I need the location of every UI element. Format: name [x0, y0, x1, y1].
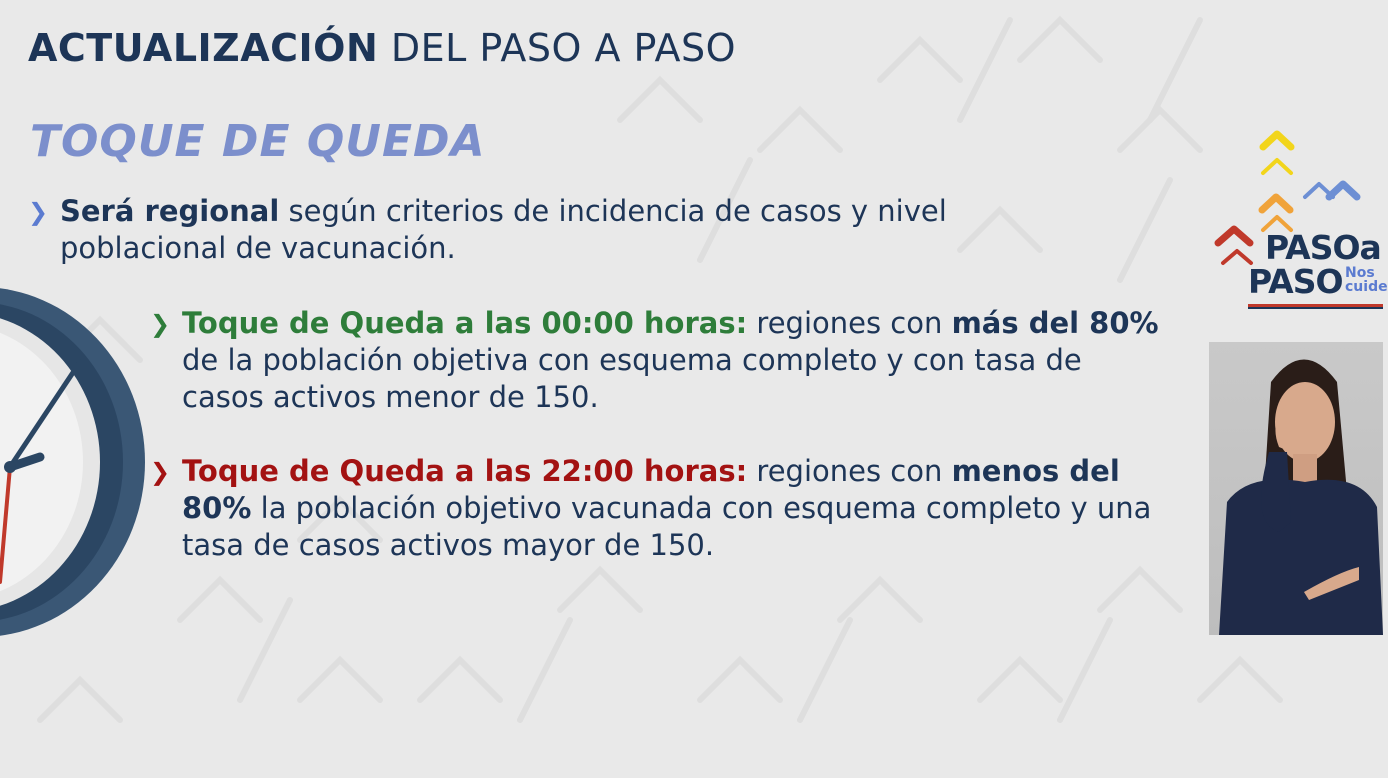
bullet-ten-pm-bold: menos del 80% [182, 454, 1120, 525]
chevron-right-icon: ❯ [150, 310, 171, 338]
clock-icon [0, 282, 150, 642]
bullet-main-bold: Será regional [60, 194, 280, 228]
logo-underline-navy [1248, 307, 1383, 309]
bullet-main [28, 193, 1060, 267]
bullet-midnight-bold: más del 80% [951, 306, 1159, 340]
bullet-midnight [150, 305, 1172, 416]
bullet-midnight-text1: regiones con [747, 306, 952, 340]
bullet-main-text: según criterios de incidencia de casos y nivel poblacional de vacunación. [60, 194, 947, 265]
logo-text-paso: PASO [1248, 262, 1343, 301]
logo-tag-nos: Nos [1345, 265, 1375, 281]
title-rest: DEL PASO A PASO [378, 26, 737, 70]
interpreter-figure [1209, 342, 1383, 635]
logo-tag-cuide: cuide [1345, 279, 1388, 295]
chevron-right-icon: ❯ [28, 198, 49, 226]
bullet-midnight-heading: Toque de Queda a las 00:00 horas: [182, 306, 748, 340]
title-bold: ACTUALIZACIÓN [28, 26, 379, 70]
bullet-ten-pm-text1: regiones con [747, 454, 952, 488]
logo-tagline [1345, 266, 1388, 294]
sign-language-interpreter [1209, 342, 1383, 635]
bullet-ten-pm [150, 453, 1172, 564]
chevron-right-icon: ❯ [150, 458, 171, 486]
bullet-ten-pm-text2: la población objetivo vacunada con esquema completo y una tasa de casos activos mayor de 150. [182, 491, 1152, 562]
bullet-midnight-text2: de la población objetiva con esquema completo y con tasa de casos activos menor de 150. [182, 343, 1082, 414]
slide-title [28, 26, 736, 70]
logo-text-paso-a: PASOa [1265, 228, 1381, 267]
slide-subtitle: TOQUE DE QUEDA [30, 116, 486, 167]
bullet-ten-pm-heading: Toque de Queda a las 22:00 horas: [182, 454, 748, 488]
